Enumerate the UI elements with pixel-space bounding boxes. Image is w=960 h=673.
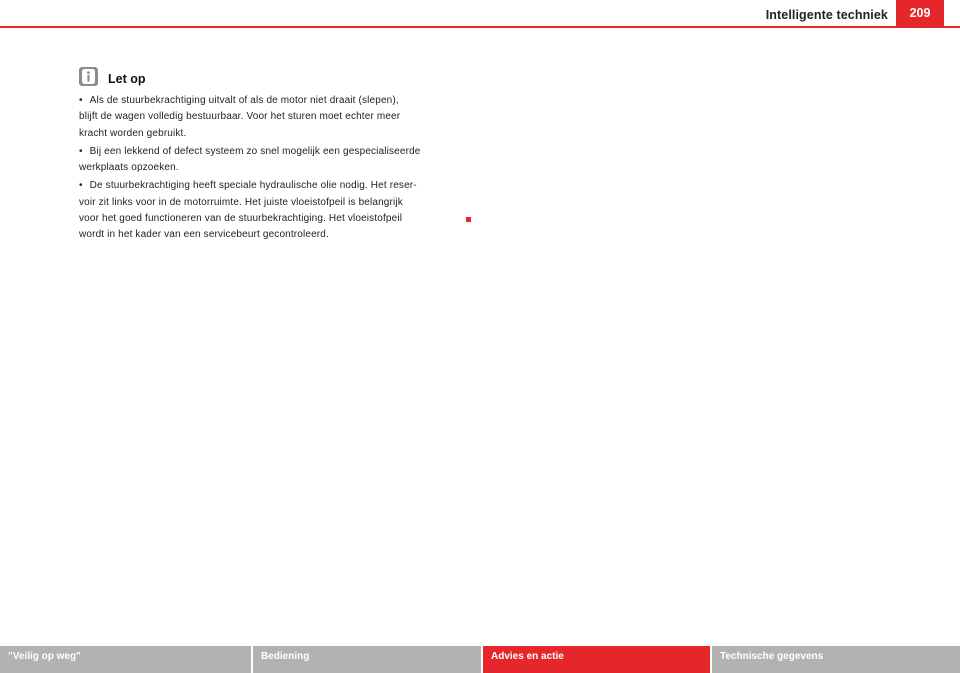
info-icon — [79, 67, 98, 86]
bullet-line: voor het goed functioneren van de stuurbekrachtiging. Het vloeistofpeil — [79, 213, 403, 225]
note-bullet — [79, 93, 479, 142]
bullet-line: voir zit links voor in de motorruimte. Het juiste vloeistofpeil is belangrijk — [79, 196, 403, 208]
bullet-line: blijft de wagen volledig bestuurbaar. Voor het sturen moet echter meer — [79, 111, 401, 123]
page-number: 209 — [896, 0, 944, 26]
bullet-line: • Bij een lekkend of defect systeem zo snel mogelijk een gespecialiseerde — [79, 145, 421, 157]
bullet-line: • Als de stuurbekrachtiging uitvalt of als de motor niet draait (slepen), — [79, 95, 399, 106]
footer-tab-bediening[interactable]: Bediening — [253, 646, 483, 673]
bullet-line: wordt in het kader van een servicebeurt gecontroleerd. — [79, 229, 329, 241]
footer-tab-technische-gegevens[interactable]: Technische gegevens — [712, 646, 960, 673]
bullet-line: kracht worden gebruikt. — [79, 127, 187, 139]
running-header-title: Intelligente techniek — [765, 8, 888, 22]
section-end-marker — [466, 217, 471, 222]
bullet-line: • De stuurbekrachtiging heeft speciale hydraulische olie nodig. Het reser- — [79, 180, 417, 192]
note-title: Let op — [108, 72, 146, 86]
note-bullet — [79, 178, 479, 243]
bullet-dot: • — [79, 95, 83, 106]
footer-tab-veilig-op-weg[interactable]: "Veilig op weg" — [0, 646, 253, 673]
note-heading — [79, 65, 479, 87]
note-bullets — [79, 93, 479, 244]
bullet-dot: • — [79, 180, 83, 192]
footer-nav — [0, 646, 960, 673]
bullet-line: werkplaats opzoeken. — [79, 162, 179, 174]
header-rule — [0, 26, 960, 28]
footer-tab-advies-en-actie[interactable]: Advies en actie — [483, 646, 712, 673]
bullet-dot: • — [79, 145, 83, 157]
note-box — [79, 65, 479, 245]
note-bullet — [79, 144, 479, 177]
